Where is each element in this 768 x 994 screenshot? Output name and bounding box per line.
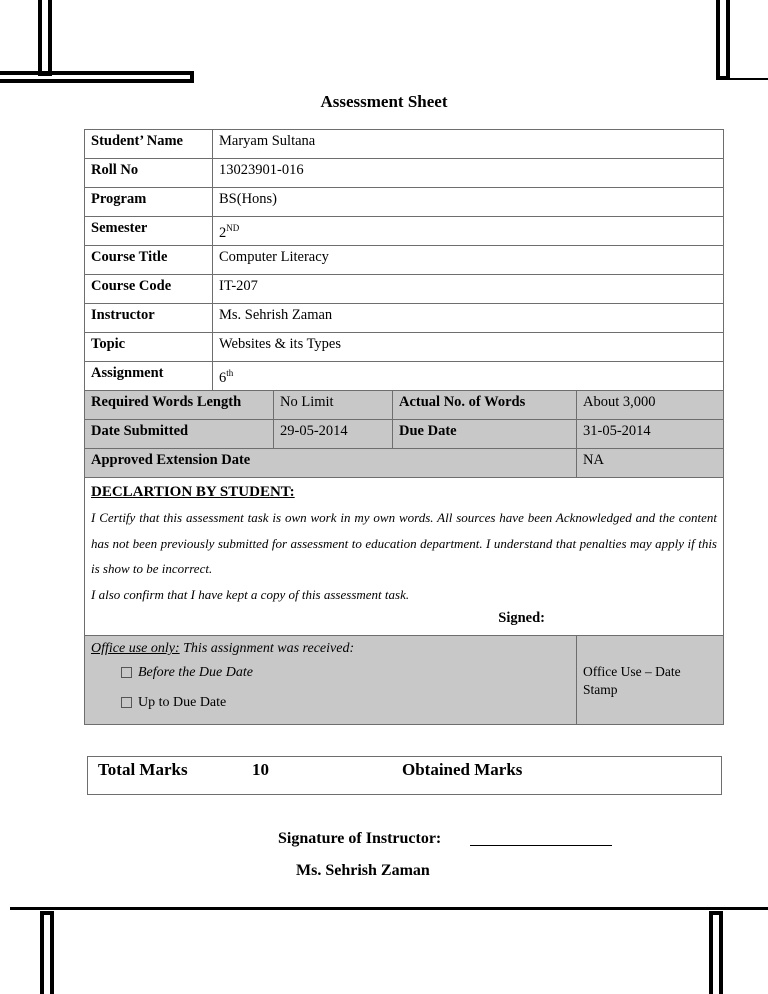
table-row [85, 391, 724, 420]
student-name-value: Maryam Sultana [213, 130, 724, 159]
declaration-box [85, 478, 724, 636]
table-row [85, 188, 724, 217]
before-due-date-option[interactable] [121, 658, 570, 688]
semester-label: Semester [85, 217, 213, 246]
table-row [85, 333, 724, 362]
date-submitted-label: Date Submitted [85, 420, 274, 449]
instructor-label: Instructor [85, 304, 213, 333]
assignment-value-cell [213, 362, 724, 391]
table-row [85, 478, 724, 636]
semester-suffix: ND [226, 223, 240, 233]
up-to-due-date-option[interactable] [121, 688, 570, 718]
course-code-label: Course Code [85, 275, 213, 304]
before-due-date-label: Before the Due Date [138, 665, 253, 680]
actual-words-label: Actual No. of Words [393, 391, 577, 420]
office-use-cell [85, 636, 577, 725]
declaration-title: DECLARTION BY STUDENT: [91, 484, 295, 500]
table-row [85, 159, 724, 188]
required-words-value: No Limit [274, 391, 393, 420]
frame-bottom-left-post [40, 911, 54, 994]
total-marks-value: 10 [252, 760, 269, 779]
total-marks-label: Total Marks [98, 760, 188, 779]
page-title: Assessment Sheet [320, 92, 448, 111]
topic-value: Websites & its Types [213, 333, 724, 362]
program-label: Program [85, 188, 213, 217]
frame-top-right-post [716, 0, 730, 80]
date-submitted-value: 29-05-2014 [274, 420, 393, 449]
table-row [85, 275, 724, 304]
semester-value: 2 [219, 224, 227, 241]
assessment-table [84, 129, 724, 725]
due-date-label: Due Date [393, 420, 577, 449]
declaration-copy-text: I also confirm that I have kept a copy of this assessment task. [91, 586, 410, 602]
course-title-label: Course Title [85, 246, 213, 275]
office-use-label: Office use only: [91, 641, 180, 656]
table-row [85, 420, 724, 449]
assignment-value: 6 [219, 369, 227, 386]
topic-label: Topic [85, 333, 213, 362]
instructor-name: Ms. Sehrish Zaman [296, 862, 430, 879]
declaration-text: I Certify that this assessment task is own work in my own words. All sources have been Acknowledged and the content has not been previously submitted for assessment to education department. I understand that penalties may apply if this is show to be incorrect. [91, 510, 717, 576]
obtained-marks-label: Obtained Marks [402, 760, 523, 779]
marks-box [87, 756, 722, 795]
instructor-value: Ms. Sehrish Zaman [213, 304, 724, 333]
extension-label: Approved Extension Date [85, 449, 577, 478]
up-to-due-date-label: Up to Due Date [138, 695, 227, 710]
program-value: BS(Hons) [213, 188, 724, 217]
extension-value: NA [577, 449, 724, 478]
due-date-value: 31-05-2014 [577, 420, 724, 449]
assignment-label: Assignment [85, 362, 213, 391]
table-row [85, 217, 724, 246]
table-row [85, 304, 724, 333]
frame-bottom-rule [10, 907, 768, 910]
frame-top-left-post [38, 0, 52, 76]
course-title-value: Computer Literacy [213, 246, 724, 275]
frame-bottom-right-post [709, 911, 723, 994]
instructor-signature-label: Signature of Instructor: [278, 830, 442, 847]
office-use-line [91, 640, 570, 658]
table-row [85, 362, 724, 391]
signature-line [470, 845, 612, 846]
table-row [85, 246, 724, 275]
roll-no-value: 13023901-016 [213, 159, 724, 188]
up-to-due-date-checkbox[interactable] [121, 697, 132, 708]
frame-top-right-rule [726, 78, 768, 80]
office-use-text: This assignment was received: [179, 641, 355, 656]
date-stamp-cell: Office Use – Date Stamp [577, 636, 724, 725]
table-row [85, 130, 724, 159]
assignment-suffix: th [226, 368, 234, 378]
student-name-label: Student’ Name [85, 130, 213, 159]
table-row [85, 636, 724, 725]
roll-no-label: Roll No [85, 159, 213, 188]
signed-label: Signed: [498, 610, 545, 626]
frame-top-left-bar [0, 71, 194, 83]
before-due-date-checkbox[interactable] [121, 667, 132, 678]
semester-value-cell [213, 217, 724, 246]
actual-words-value: About 3,000 [577, 391, 724, 420]
course-code-value: IT-207 [213, 275, 724, 304]
table-row [85, 449, 724, 478]
required-words-label: Required Words Length [85, 391, 274, 420]
